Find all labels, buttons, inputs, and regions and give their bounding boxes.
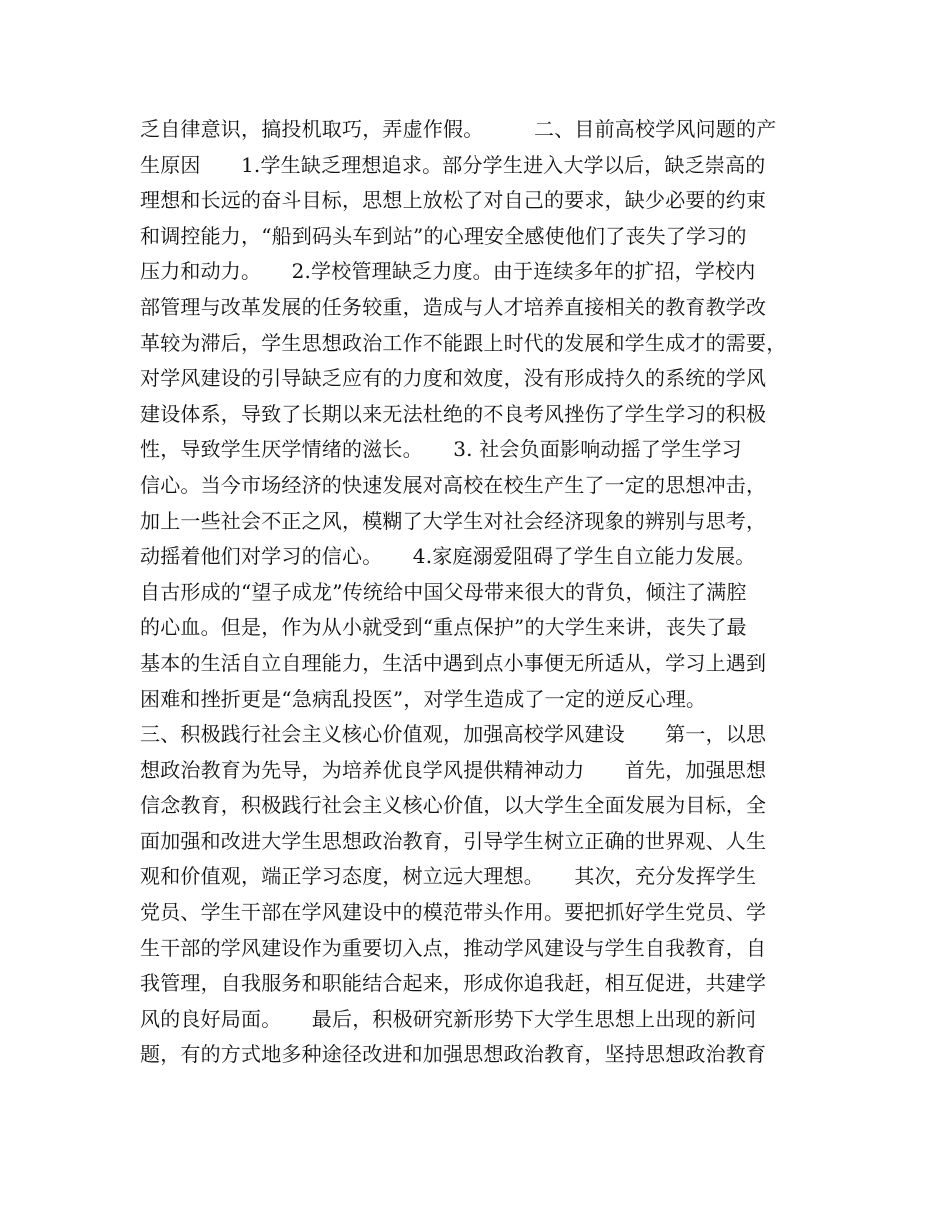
text-line: 建设体系，导致了长期以来无法杜绝的不良考风挫伤了学生学习的积极 bbox=[140, 401, 767, 426]
text-line: 三、积极践行社会主义核心价值观，加强高校学风建设 第一，以思 bbox=[140, 722, 767, 747]
text-line: 风的良好局面。 最后，积极研究新形势下大学生思想上出现的新问 bbox=[140, 1006, 757, 1031]
text-line: 乏自律意识，搞投机取巧，弄虚作假。 二、目前高校学风问题的产 bbox=[140, 117, 777, 141]
text-line: 基本的生活自立自理能力，生活中遇到点小事便无所适从，学习上遇到 bbox=[140, 650, 767, 675]
text-line: 信心。当今市场经济的快速发展对高校在校生产生了一定的思想冲击， bbox=[140, 472, 767, 497]
text-line: 题，有的方式地多种途径改进和加强思想政治教育，坚持思想政治教育 bbox=[140, 1042, 767, 1067]
text-line: 我管理，自我服务和职能结合起来，形成你追我赶，相互促进，共建学 bbox=[140, 971, 767, 996]
text-line: 革较为滞后，学生思想政治工作不能跟上时代的发展和学生成才的需要， bbox=[140, 330, 787, 355]
text-line: 困难和挫折更是“急病乱投医”，对学生造成了一定的逆反心理。 bbox=[140, 686, 707, 711]
text-line: 性，导致学生厌学情绪的滋长。 3. 社会负面影响动摇了学生学习 bbox=[140, 437, 742, 462]
text-line: 党员、学生干部在学风建设中的模范带头作用。要把抓好学生党员、学 bbox=[140, 900, 767, 925]
text-line: 加上一些社会不正之风，模糊了大学生对社会经济现象的辨别与思考， bbox=[140, 508, 767, 533]
text-line: 的心血。但是，作为从小就受到“重点保护”的大学生来讲，丧失了最 bbox=[140, 615, 747, 640]
text-line: 部管理与改革发展的任务较重，造成与人才培养直接相关的教育教学改 bbox=[140, 294, 767, 319]
text-line: 和调控能力，“船到码头车到站”的心理安全感使他们了丧失了学习的 bbox=[140, 223, 747, 248]
text-line: 对学风建设的引导缺乏应有的力度和效度，没有形成持久的系统的学风 bbox=[140, 366, 767, 391]
text-line: 生干部的学风建设作为重要切入点，推动学风建设与学生自我教育，自 bbox=[140, 935, 767, 960]
text-line: 信念教育，积极践行社会主义核心价值，以大学生全面发展为目标，全 bbox=[140, 793, 767, 818]
text-line: 理想和长远的奋斗目标，思想上放松了对自己的要求，缺少必要的约束 bbox=[140, 188, 767, 213]
text-line: 自古形成的“望子成龙”传统给中国父母带来很大的背负，倾注了满腔 bbox=[140, 579, 747, 604]
text-line: 观和价值观，端正学习态度，树立远大理想。 其次，充分发挥学生 bbox=[140, 864, 757, 889]
text-line: 压力和动力。 2.学校管理缺乏力度。由于连续多年的扩招，学校内 bbox=[140, 259, 756, 284]
text-line: 动摇着他们对学习的信心。 4.家庭溺爱阻碍了学生自立能力发展。 bbox=[140, 544, 756, 569]
text-line: 想政治教育为先导，为培养优良学风提供精神动力 首先，加强思想 bbox=[140, 757, 767, 782]
text-line: 面加强和改进大学生思想政治教育，引导学生树立正确的世界观、人生 bbox=[140, 828, 767, 853]
text-line: 生原因 1.学生缺乏理想追求。部分学生进入大学以后，缺乏崇高的 bbox=[140, 152, 766, 177]
body-text bbox=[140, 112, 830, 1073]
